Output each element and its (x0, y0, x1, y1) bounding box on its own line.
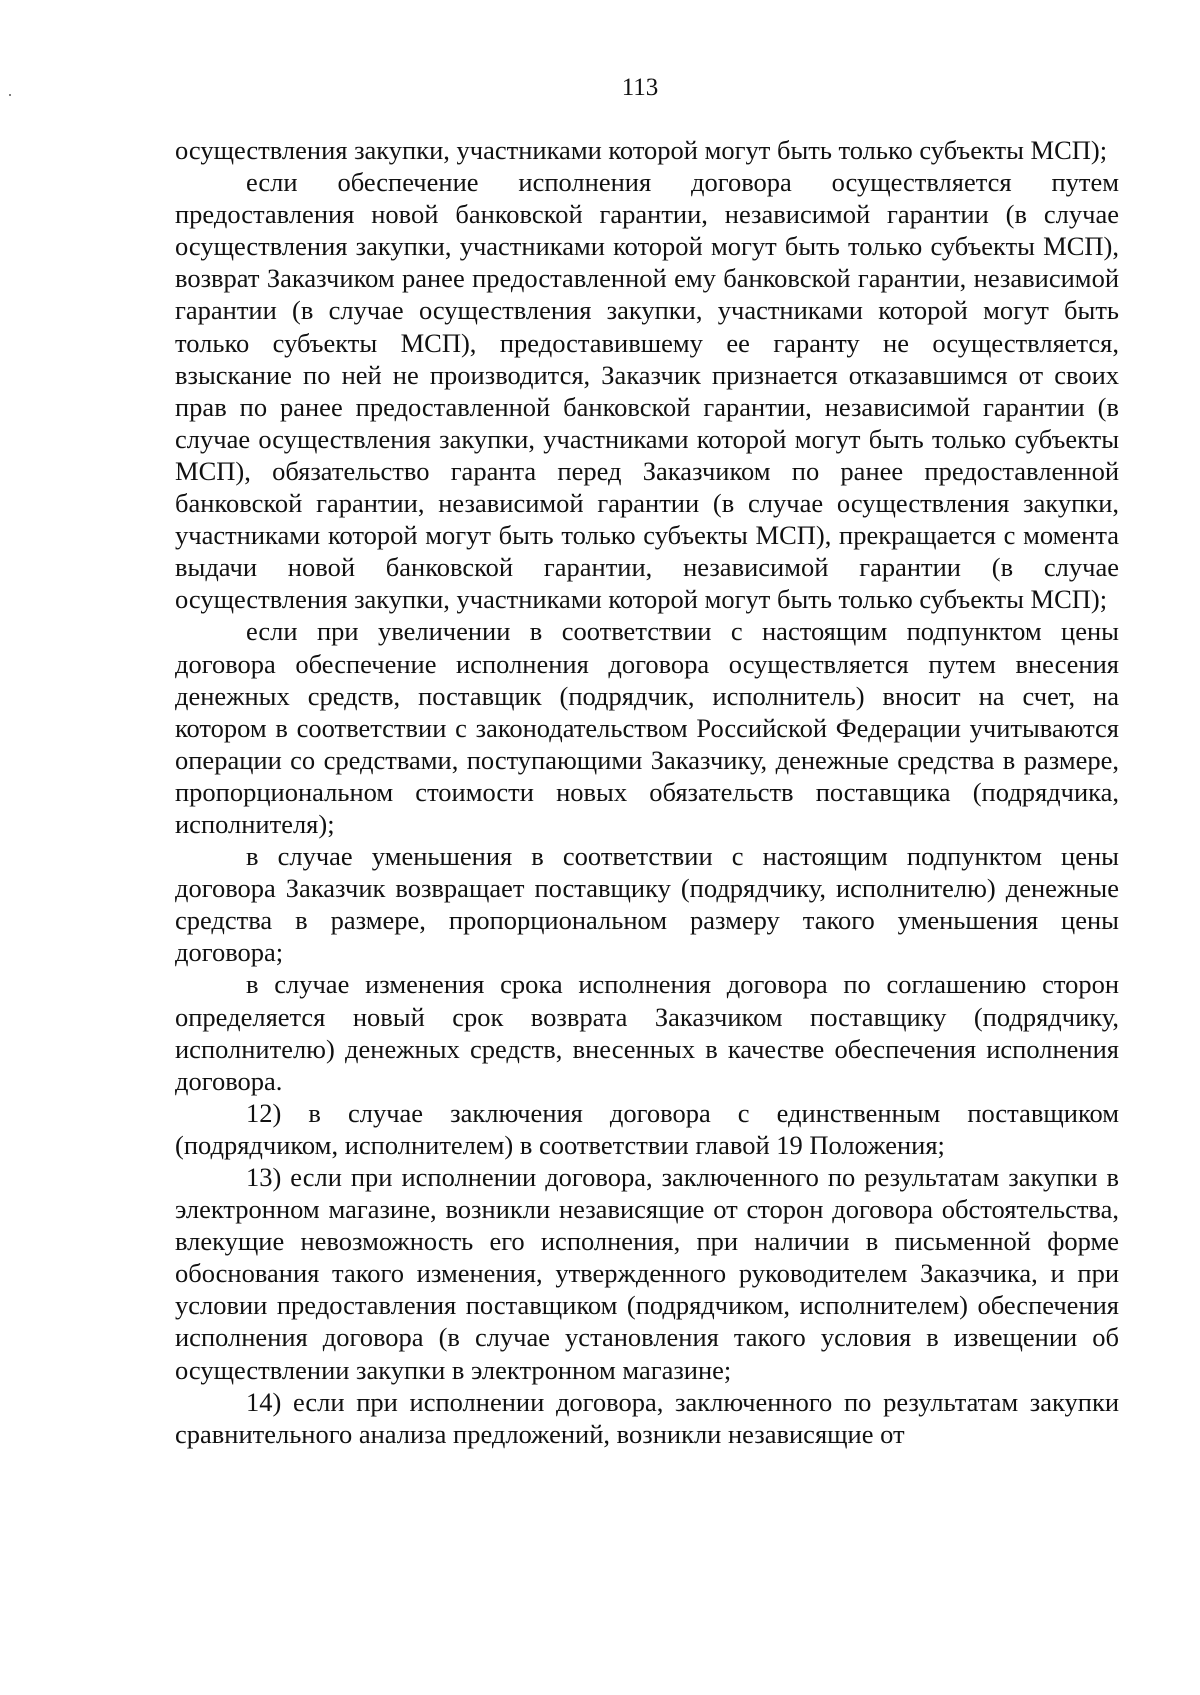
paragraph-item-12: 12) в случае заключения договора с единственным поставщиком (подрядчиком, исполнителем) в соответствии главой 19 Положения; (175, 1097, 1119, 1160)
paragraph-term-change: в случае изменения срока исполнения договора по соглашению сторон определяется новый срок возврата Заказчиком поставщику (подрядчику, исполнителю) денежных средств, внесенных в качестве обеспечения исполнения договора. (175, 969, 1119, 1096)
paragraph-item-13: 13) если при исполнении договора, заключенного по результатам закупки в электронном магазине, возникли независящие от сторон договора обстоятельства, влекущие невозможность его исполнения, при наличии в письменной форме обоснования такого изменения, утвержденного руководителем Заказчика, и при условии предоставления поставщиком (подрядчиком, исполнителем) обеспечения исполнения договора (в случае установления такого условия в извещении об осуществлении закупки в электронном магазине; (175, 1162, 1119, 1385)
document-body (175, 134, 1119, 1450)
paragraph-continuation: осуществления закупки, участниками которой могут быть только субъекты МСП); (175, 135, 1108, 165)
paragraph-price-decrease: в случае уменьшения в соответствии с настоящим подпунктом цены договора Заказчик возвращает поставщику (подрядчику, исполнителю) денежные средства в размере, пропорциональном размеру такого уменьшения цены договора; (175, 841, 1119, 968)
paragraph-bank-guarantee: если обеспечение исполнения договора осуществляется путем предоставления новой банковской гарантии, независимой гарантии (в случае осуществления закупки, участниками которой могут быть только субъекты МСП), возврат Заказчиком ранее предоставленной ему банковской гарантии, независимой гарантии (в случае осуществления закупки, участниками которой могут быть только субъекты МСП), предоставившему ее гаранту не осуществляется, взыскание по ней не производится, Заказчик признается отказавшимся от своих прав по ранее предоставленной банковской гарантии, независимой гарантии (в случае осуществления закупки, участниками которой могут быть только субъекты МСП), обязательство гаранта перед Заказчиком по ранее предоставленной банковской гарантии, независимой гарантии (в случае осуществления закупки, участниками которой могут быть только субъекты МСП), прекращается с момента выдачи новой банковской гарантии, независимой гарантии (в случае осуществления закупки, участниками которой могут быть только субъекты МСП); (175, 167, 1119, 615)
page-number: 113 (621, 74, 659, 101)
paragraph-item-14: 14) если при исполнении договора, заключенного по результатам закупки сравнительного анализа предложений, возникли независящие от (175, 1386, 1119, 1449)
paragraph-price-increase: если при увеличении в соответствии с настоящим подпунктом цены договора обеспечение исполнения договора осуществляется путем внесения денежных средств, поставщик (подрядчик, исполнитель) вносит на счет, на котором в соответствии с законодательством Российской Федерации учитываются операции со средствами, поступающими Заказчику, денежные средства в размере, пропорциональном стоимости новых обязательств поставщика (подрядчика, исполнителя); (175, 616, 1119, 839)
